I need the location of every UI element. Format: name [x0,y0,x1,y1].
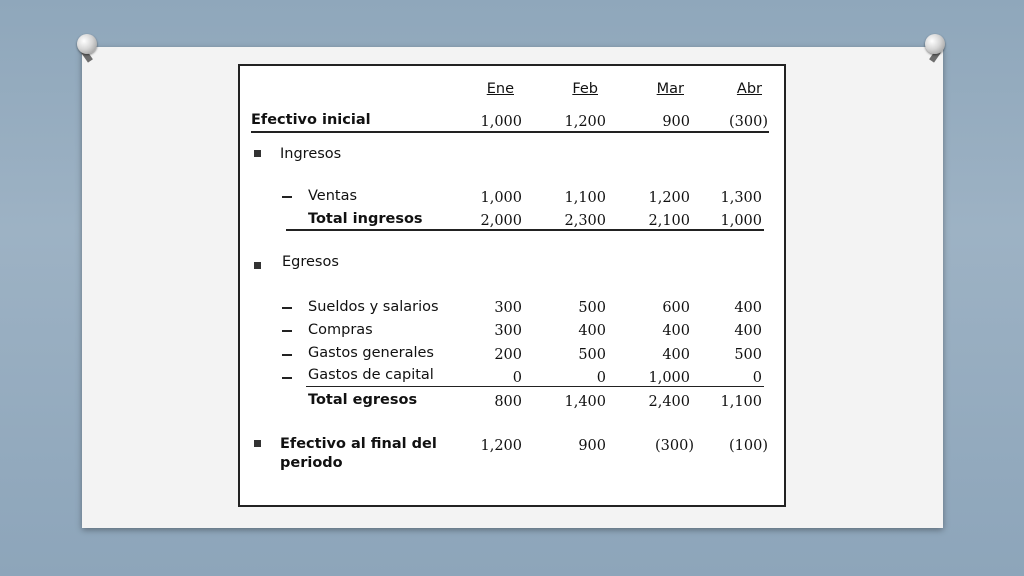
cell-value: 2,100 [648,213,690,229]
cell-value: 2,000 [480,213,522,229]
cell-value: 1,000 [648,370,690,386]
pushpin-icon [922,32,948,58]
dash-icon [282,307,292,309]
month-header: Abr [736,81,762,97]
dash-icon [282,330,292,332]
row-label: Gastos de capital [308,367,434,383]
row-label: Compras [308,322,373,338]
cell-value: 1,300 [720,190,762,206]
cell-value: 500 [578,300,606,316]
cell-value: 2,300 [564,213,606,229]
cell-value: 0 [752,370,762,386]
bullet-icon [254,150,261,157]
cell-value: 1,000 [480,114,522,130]
cell-value: 300 [494,300,522,316]
cell-value: (300) [655,438,694,454]
divider [251,131,769,133]
cell-value: 900 [662,114,690,130]
cell-value: 800 [494,394,522,410]
cell-value: 1,000 [720,213,762,229]
cell-value: 400 [662,347,690,363]
cell-value: 500 [578,347,606,363]
cell-value: 900 [578,438,606,454]
row-label: Sueldos y salarios [308,299,439,315]
cell-value: 400 [734,300,762,316]
cell-value: 1,000 [480,190,522,206]
section-label-egresos: Egresos [282,254,339,270]
cell-value: 1,200 [564,114,606,130]
cell-value: 1,400 [564,394,606,410]
cell-value: 1,200 [648,190,690,206]
cell-value: 600 [662,300,690,316]
cell-value: 1,100 [564,190,606,206]
divider [306,386,764,387]
bullet-icon [254,440,261,447]
month-header: Mar [656,81,684,97]
dash-icon [282,354,292,356]
month-header: Feb [572,81,598,97]
divider [286,229,764,231]
section-label-ingresos: Ingresos [280,146,342,162]
cell-value: 0 [512,370,522,386]
cell-value: 300 [494,323,522,339]
cell-value: (300) [729,114,768,130]
cell-value: 0 [596,370,606,386]
cell-value: 1,100 [720,394,762,410]
row-label-efectivo-final-2: periodo [280,455,343,471]
cell-value: 2,400 [648,394,690,410]
cell-value: 400 [578,323,606,339]
cell-value: 1,200 [480,438,522,454]
row-label: Gastos generales [308,345,434,361]
cash-flow-table [238,64,786,507]
row-label-efectivo-inicial: Efectivo inicial [251,112,371,128]
cell-value: 500 [734,347,762,363]
cell-value: 200 [494,347,522,363]
dash-icon [282,196,292,198]
row-label-total-ingresos: Total ingresos [308,211,423,227]
month-header: Ene [486,81,514,97]
dash-icon [282,377,292,379]
pushpin-icon [74,32,100,58]
row-label-ventas: Ventas [308,188,358,204]
cell-value: 400 [734,323,762,339]
row-label-efectivo-final: Efectivo al final del [280,436,437,452]
cell-value: 400 [662,323,690,339]
bullet-icon [254,262,261,269]
row-label-total-egresos: Total egresos [308,392,418,408]
cell-value: (100) [729,438,768,454]
